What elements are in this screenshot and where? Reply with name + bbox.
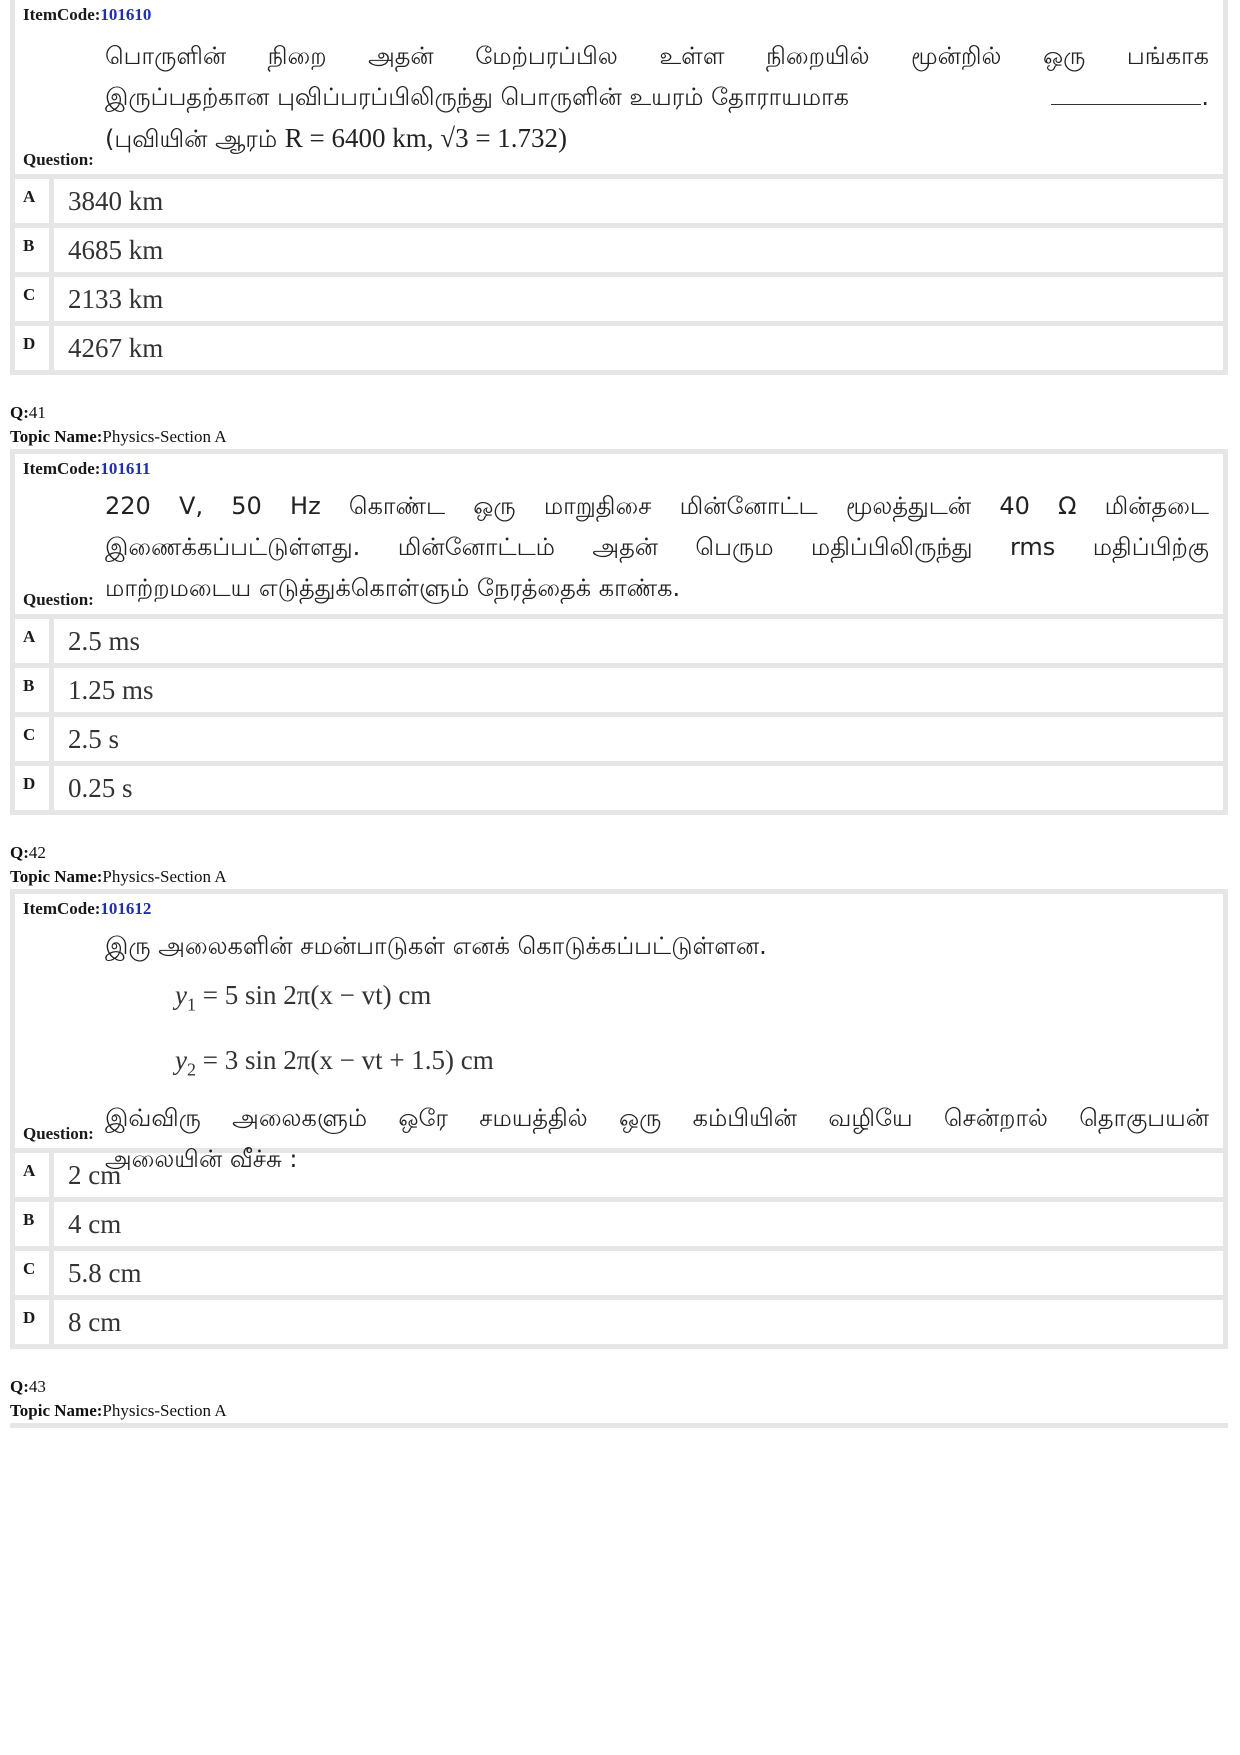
answer-blank bbox=[1051, 84, 1201, 105]
option-c[interactable]: C 2133 km bbox=[15, 277, 1223, 326]
topic-name: Topic Name:Physics-Section A bbox=[10, 1401, 227, 1420]
option-d[interactable]: D 0.25 s bbox=[15, 766, 1223, 810]
item-code bbox=[15, 0, 1223, 26]
option-a[interactable]: A 2.5 ms bbox=[15, 619, 1223, 668]
question-label: Question: bbox=[23, 150, 94, 169]
question-line: (புவியின் ஆரம் R = 6400 km, √3 = 1.732) bbox=[105, 123, 568, 153]
option-d[interactable]: D 4267 km bbox=[15, 326, 1223, 370]
question-text bbox=[105, 26, 1209, 160]
question-area bbox=[15, 480, 1223, 619]
question-box-101610 bbox=[10, 0, 1228, 375]
item-code-value: 101610 bbox=[100, 5, 152, 24]
question-line: இரு அலைகளின் சமன்பாடுகள் எனக் கொடுக்கப்பட்டுள்ளன. bbox=[105, 932, 767, 960]
option-a[interactable]: A 2 cm bbox=[15, 1153, 1223, 1202]
option-d[interactable]: D 8 cm bbox=[15, 1300, 1223, 1344]
equation-y2: $y_2 = 3$ sin 2π(x − vt + 1.5) cm bbox=[175, 1045, 494, 1080]
question-text bbox=[105, 920, 1209, 967]
option-c[interactable]: C 5.8 cm bbox=[15, 1251, 1223, 1300]
question-line: இருப்பதற்கான புவிப்பரப்பிலிருந்து பொருளின் உயரம் தோராயமாக . bbox=[105, 83, 1209, 111]
question-label: Question: bbox=[23, 1124, 94, 1143]
question-text bbox=[105, 1098, 1209, 1180]
item-code-label: ItemCode: bbox=[23, 5, 101, 24]
option-a[interactable]: A 3840 km bbox=[15, 179, 1223, 228]
question-line: அலையின் வீச்சு : bbox=[105, 1144, 298, 1173]
item-code-value: 101611 bbox=[100, 459, 151, 478]
question-number: Q:43 bbox=[10, 1377, 46, 1396]
option-b[interactable]: B 4 cm bbox=[15, 1202, 1223, 1251]
question-area bbox=[15, 26, 1223, 179]
question-page bbox=[10, 0, 1228, 1428]
question-line: பொருளின் நிறை அதன் மேற்பரப்பில உள்ள நிறையில் மூன்றில் ஒரு பங்காக bbox=[105, 42, 1209, 70]
question-line: இவ்விரு அலைகளும் ஒரே சமயத்தில் ஒரு கம்பியின் வழியே சென்றால் தொகுபயன் bbox=[105, 1103, 1209, 1132]
item-code-value: 101612 bbox=[100, 899, 152, 918]
question-line: இணைக்கப்பட்டுள்ளது. மின்னோட்டம் அதன் பெரும மதிப்பிலிருந்து rms மதிப்பிற்கு bbox=[105, 533, 1209, 561]
option-c[interactable]: C 2.5 s bbox=[15, 717, 1223, 766]
option-b[interactable]: B 4685 km bbox=[15, 228, 1223, 277]
topic-name: Topic Name:Physics-Section A bbox=[10, 867, 227, 886]
question-area bbox=[15, 920, 1223, 1173]
question-line: 220 V, 50 Hz கொண்ட ஒரு மாறுதிசை மின்னோட்ட மூலத்துடன் 40 Ω மின்தடை bbox=[105, 492, 1209, 520]
question-box-101612 bbox=[10, 889, 1228, 1349]
item-code: ItemCode:101612 bbox=[23, 899, 152, 918]
equation-y1: $y_1 = 5$ sin 2π(x − vt) cm bbox=[175, 980, 432, 1015]
topic-name: Topic Name:Physics-Section A bbox=[10, 427, 227, 446]
question-line: மாற்றமடைய எடுத்துக்கொள்ளும் நேரத்தைக் காண்க. bbox=[105, 574, 681, 602]
divider bbox=[10, 1423, 1228, 1428]
question-number: Q:42 bbox=[10, 843, 46, 862]
question-number: Q:41 bbox=[10, 403, 46, 422]
question-label: Question: bbox=[23, 590, 94, 609]
question-text bbox=[105, 480, 1209, 609]
question-box-101611 bbox=[10, 449, 1228, 815]
option-b[interactable]: B 1.25 ms bbox=[15, 668, 1223, 717]
item-code: ItemCode:101611 bbox=[23, 459, 151, 478]
